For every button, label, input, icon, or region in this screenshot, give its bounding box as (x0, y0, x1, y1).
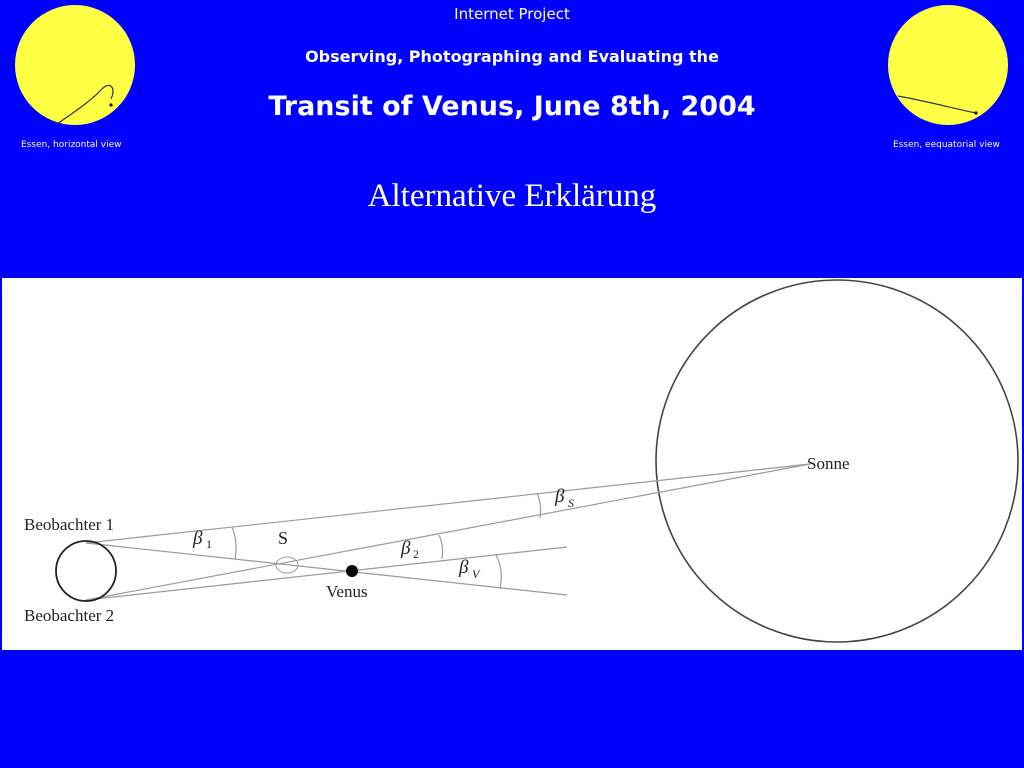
sun-label: Sonne (807, 454, 850, 473)
angle-arc-beta2 (439, 535, 443, 559)
right-image-caption: Essen, eequatorial view (893, 140, 1000, 150)
betaS-symbol: β (555, 486, 565, 507)
venus-dot (346, 565, 358, 577)
betaS-subscript: S (568, 496, 574, 510)
diagram-panel (2, 278, 1022, 650)
beta2-subscript: 2 (413, 547, 419, 561)
angle-label-beta2 (400, 538, 419, 561)
project-title: Transit of Venus, June 8th, 2004 (268, 91, 756, 122)
angle-arc-betaV (496, 555, 501, 589)
header-banner (0, 0, 1024, 160)
angle-label-beta1 (192, 528, 212, 551)
observer2-label: Beobachter 2 (24, 606, 115, 625)
parallax-diagram (2, 278, 1022, 650)
observer1-label: Beobachter 1 (24, 515, 115, 534)
angle-arc-beta1 (232, 527, 236, 559)
betaV-symbol: β (459, 557, 469, 578)
betaV-subscript: V (472, 567, 480, 581)
angle-label-betaV (458, 557, 481, 581)
left-image-caption: Essen, horizontal view (21, 140, 122, 150)
project-label: Internet Project (454, 5, 570, 23)
project-subtitle: Observing, Photographing and Evaluating the (305, 47, 719, 66)
earth-circle (56, 541, 116, 601)
beta2-symbol: β (401, 538, 411, 559)
angle-arc-betaS (537, 493, 541, 518)
slide-title: Alternative Erklärung (367, 178, 657, 214)
venus-label: Venus (326, 582, 368, 601)
beta1-symbol: β (193, 528, 203, 549)
s-label: S (278, 528, 289, 548)
beta1-subscript: 1 (206, 537, 212, 551)
